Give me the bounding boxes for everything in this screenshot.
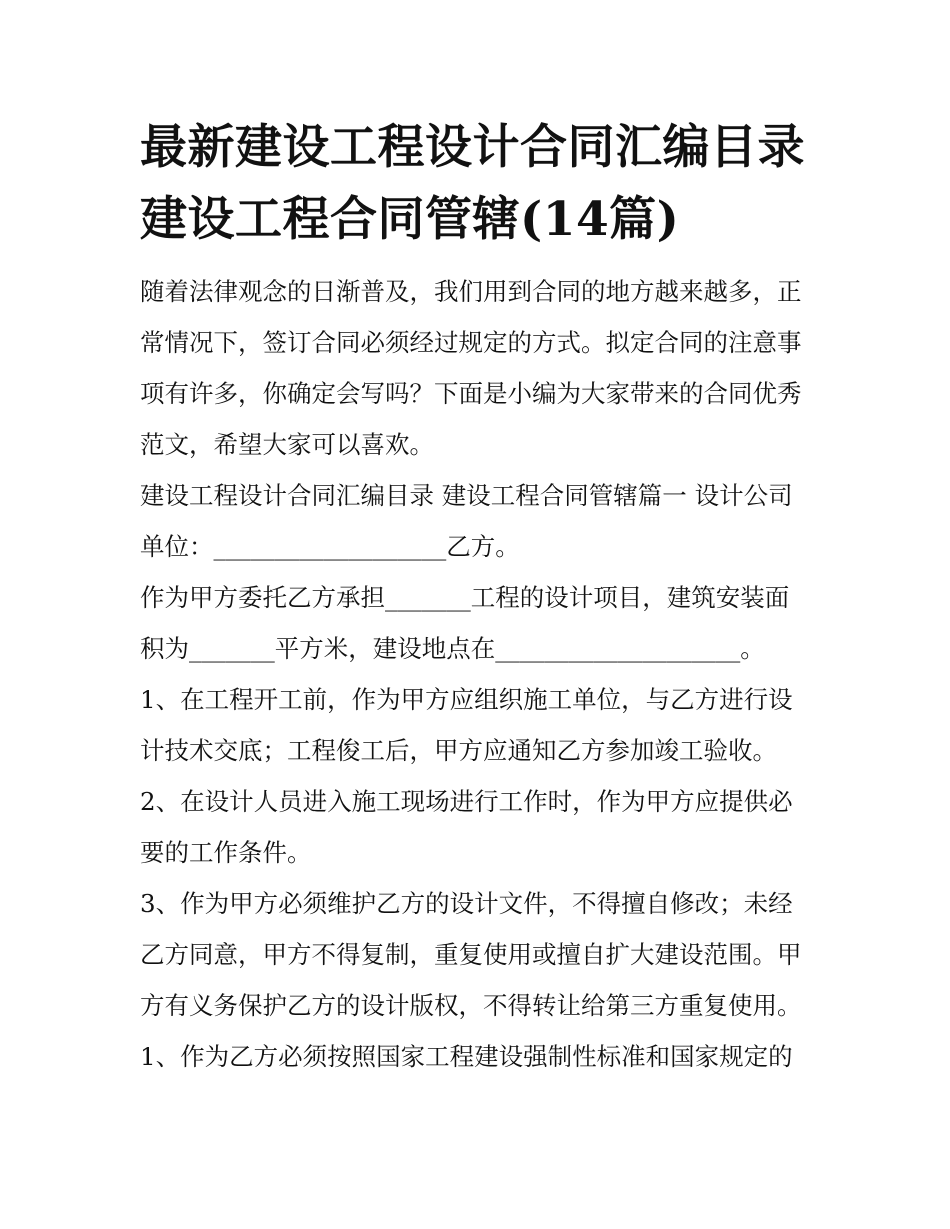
paragraph-clause-1: 1、在工程开工前，作为甲方应组织施工单位，与乙方进行设计技术交底；工程俊工后，甲方应通知乙方参加竣工验收。 xyxy=(140,685,793,765)
paragraph-clause-2: 2、在设计人员进入施工现场进行工作时，作为甲方应提供必要的工作条件。 xyxy=(140,787,793,867)
paragraph-party-b-clause-1: 1、作为乙方必须按照国家工程建设强制性标准和国家规定的 xyxy=(140,1042,793,1071)
document-title: 最新建设工程设计合同汇编目录 建设工程合同管辖(14篇) xyxy=(140,120,805,247)
paragraph-section-one-heading: 建设工程设计合同汇编目录 建设工程合同管辖篇一 设计公司单位：___________________乙方。 xyxy=(140,481,793,561)
paragraph-intro: 随着法律观念的日渐普及，我们用到合同的地方越来越多，正常情况下，签订合同必须经过规定的方式。拟定合同的注意事项有许多，你确定会写吗？下面是小编为大家带来的合同优秀范文，希望大家可以喜欢。 xyxy=(140,277,802,459)
paragraph-project-scope: 作为甲方委托乙方承担_______工程的设计项目，建筑安装面积为_______平方米，建设地点在____________________。 xyxy=(140,583,790,663)
paragraph-clause-3: 3、作为甲方必须维护乙方的设计文件，不得擅自修改；未经乙方同意，甲方不得复制，重复使用或擅自扩大建设范围。甲方有义务保护乙方的设计版权，不得转让给第三方重复使用。 xyxy=(140,889,802,1020)
document-page xyxy=(140,112,812,1082)
